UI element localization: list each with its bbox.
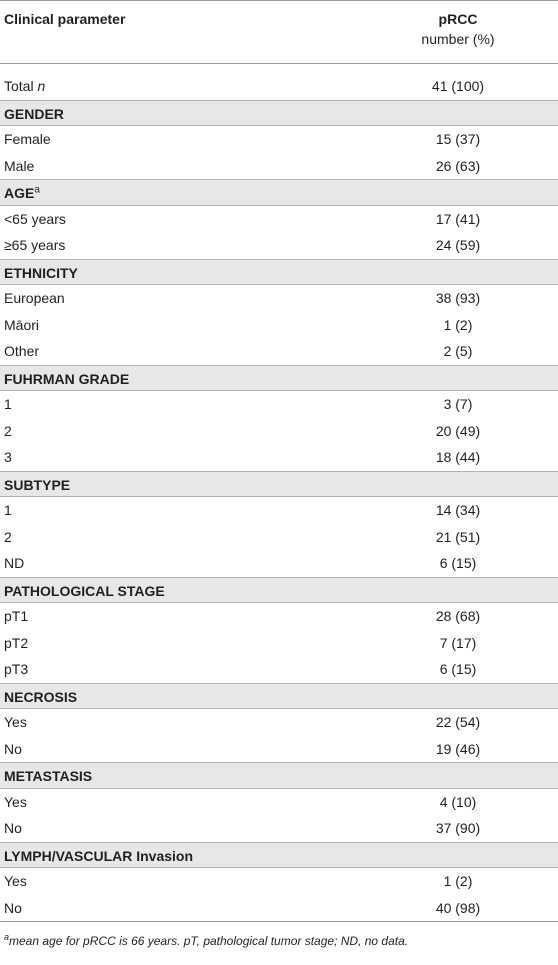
- table-row: [0, 868, 558, 895]
- row-label: No: [4, 740, 22, 757]
- section-title: LYMPH/VASCULAR Invasion: [4, 847, 194, 864]
- row-label: Māori: [4, 316, 40, 333]
- section-header: [0, 762, 558, 789]
- total-row: [0, 73, 558, 100]
- row-value: 40 (98): [435, 899, 481, 916]
- total-label: Total n: [4, 78, 46, 94]
- row-label: Yes: [4, 714, 27, 730]
- row-label: No: [4, 899, 22, 916]
- row-label: <65 years: [4, 210, 66, 227]
- section-header: [0, 179, 558, 206]
- table-row: [0, 206, 558, 233]
- table-row: [0, 815, 558, 842]
- table-row: [0, 285, 558, 312]
- row-value: 4 (10): [439, 793, 477, 810]
- section-header: [0, 842, 558, 869]
- section-header: [0, 471, 558, 498]
- section-title: ETHNICITY: [4, 264, 78, 281]
- row-label: 3: [4, 449, 12, 465]
- section-header: [0, 259, 558, 286]
- row-value: 38 (93): [435, 290, 481, 306]
- row-value: 3 (7): [443, 396, 473, 412]
- total-value: 41 (100): [431, 78, 485, 94]
- row-label: Other: [4, 343, 40, 359]
- row-value: 28 (68): [435, 608, 481, 624]
- table-row: [0, 603, 558, 630]
- row-label: 2: [4, 528, 12, 545]
- table-bottom-rule: [0, 921, 558, 922]
- row-label: pT2: [4, 634, 29, 651]
- section-title: FUHRMAN GRADE: [4, 370, 130, 387]
- row-value: 1 (2): [443, 873, 473, 889]
- row-value: 14 (34): [435, 502, 481, 518]
- table-body: [0, 100, 558, 922]
- row-value: 17 (41): [435, 210, 481, 227]
- table-row: [0, 126, 558, 153]
- section-title: AGE$^a$: [4, 184, 40, 201]
- table-row: [0, 312, 558, 339]
- row-value: 24 (59): [435, 237, 481, 253]
- section-header: [0, 365, 558, 392]
- footnote: $^a$mean age for pRCC is 66 years. pT, pathological tumor stage; ND, no data.: [4, 932, 409, 948]
- row-label: ND: [4, 555, 25, 571]
- row-label: 1: [4, 396, 12, 412]
- row-value: 20 (49): [435, 422, 481, 439]
- row-label: pT3: [4, 661, 29, 677]
- section-header: [0, 683, 558, 710]
- section-title: METASTASIS: [4, 768, 93, 784]
- row-label: No: [4, 820, 22, 836]
- row-value: 37 (90): [435, 820, 481, 836]
- row-label: 1: [4, 502, 12, 518]
- section-header: [0, 577, 558, 604]
- table-header: [0, 0, 558, 64]
- row-label: Male: [4, 157, 35, 174]
- table-row: [0, 418, 558, 445]
- table-row: [0, 630, 558, 657]
- row-value: 2 (5): [443, 343, 473, 359]
- row-label: Yes: [4, 873, 27, 889]
- row-value: 21 (51): [435, 528, 481, 545]
- row-value: 1 (2): [443, 316, 473, 333]
- row-value: 18 (44): [435, 449, 481, 465]
- section-title: NECROSIS: [4, 688, 78, 705]
- section-title: GENDER: [4, 105, 64, 122]
- header-clinical-parameter: Clinical parameter: [4, 11, 126, 27]
- row-label: Yes: [4, 793, 27, 810]
- row-value: 6 (15): [439, 555, 477, 571]
- header-prcc: pRCC: [438, 11, 478, 27]
- table-row: [0, 232, 558, 259]
- header-number-percent: number (%): [421, 31, 495, 47]
- row-value: 6 (15): [439, 661, 477, 677]
- row-label: pT1: [4, 608, 29, 624]
- table-row: [0, 656, 558, 683]
- table-row: [0, 497, 558, 524]
- row-label: Female: [4, 131, 51, 147]
- table-row: [0, 524, 558, 551]
- section-title: SUBTYPE: [4, 476, 71, 493]
- table-row: [0, 736, 558, 763]
- table-row: [0, 550, 558, 577]
- row-value: 22 (54): [435, 714, 481, 730]
- table-row: [0, 338, 558, 365]
- row-label: ≥65 years: [4, 237, 66, 253]
- table-row: [0, 895, 558, 922]
- table-row: [0, 789, 558, 816]
- table-row: [0, 709, 558, 736]
- section-header: [0, 100, 558, 127]
- section-title: PATHOLOGICAL STAGE: [4, 582, 165, 599]
- row-value: 19 (46): [435, 740, 481, 757]
- row-value: 7 (17): [439, 634, 477, 651]
- table-row: [0, 153, 558, 180]
- row-value: 26 (63): [435, 157, 481, 174]
- row-value: 15 (37): [435, 131, 481, 147]
- row-label: 2: [4, 422, 12, 439]
- table-row: [0, 391, 558, 418]
- table-row: [0, 444, 558, 471]
- row-label: European: [4, 290, 65, 306]
